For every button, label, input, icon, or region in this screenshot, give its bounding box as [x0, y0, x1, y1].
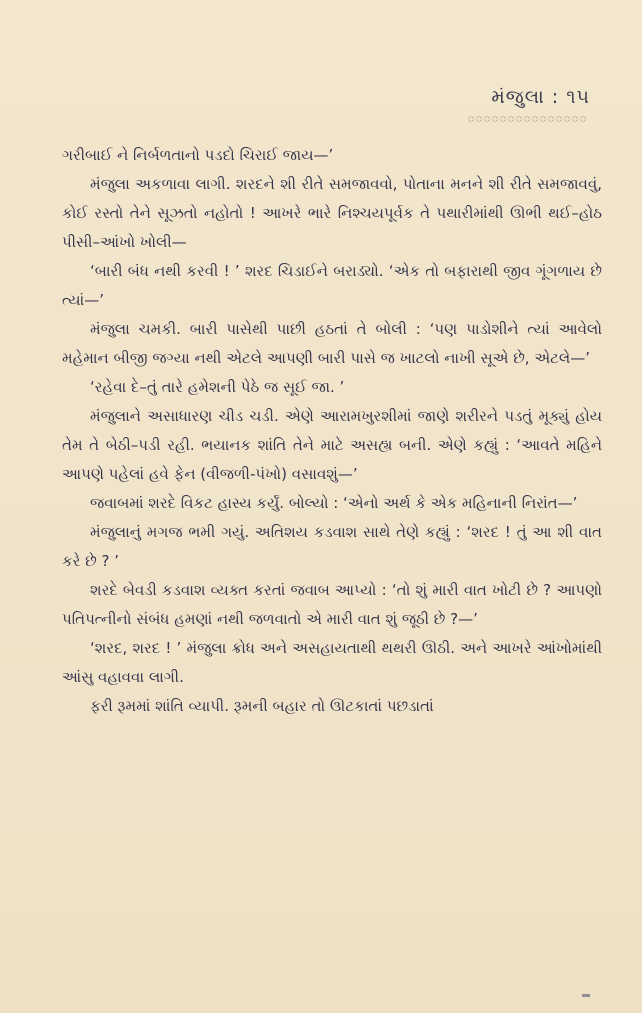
- paragraph-10: ‘શરદ, શરદ ! ’ મંજુલા ક્રોધ અને અસહાયતાથી થથરી ઊઠી. અને આખરે આંખોમાંથી આંસુ વહાવવા લાગી.: [62, 639, 602, 686]
- running-header: મંજુલા : ૧૫: [491, 86, 590, 108]
- page-edge-mark: [582, 994, 590, 997]
- paragraph-1: ગરીબાઈ ને નિર્બળતાનો પડદો ચિરાઈ જાય—’: [62, 146, 334, 164]
- paragraph-11: ફરી રૂમમાં શાંતિ વ્યાપી. રૂમની બહાર તો ઊટકાતાં પછડાતાં: [90, 697, 434, 715]
- paragraph-3: ‘બારી બંધ નથી કરવી ! ’ શરદ ચિડાઈને બરાડ્યો. ‘એક તો બફારાથી જીવ ગૂંગળાય છે ત્યાં—’: [62, 262, 602, 309]
- paragraph-5: ‘રહેવા દે–તું તારે હમેશની પેઠે જ સૂઈ જા. ’: [90, 378, 345, 396]
- paragraph-9: શરદે બેવડી કડવાશ વ્યક્ત કરતાં જવાબ આપ્યો : ‘તો શું મારી વાત ખોટી છે ? આપણો પતિપત્નીનો સંબંધ હમણાં નથી જળવાતો એ મારી વાત શું જૂઠી છે ?—’: [62, 581, 602, 628]
- body-text: [62, 141, 602, 721]
- paragraph-8: મંજુલાનું મગજ ભમી ગયું. અતિશય કડવાશ સાથે તેણે કહ્યું : ‘શરદ ! તું આ શી વાત કરે છે ? ’: [62, 523, 602, 570]
- header-ornament-rule: [468, 116, 586, 122]
- paragraph-2: મંજુલા અકળાવા લાગી. શરદને શી રીતે સમજાવવો, પોતાના મનને શી રીતે સમજાવવું, કોઈ રસ્તો તેને સૂઝતો નહોતો ! આખરે ભારે નિશ્ચયપૂર્વક તે પથારીમાંથી ઊભી થઈ–હોઠ પીસી–આંખો ખોલી—: [62, 175, 602, 251]
- paragraph-6: મંજુલાને અસાધારણ ચીડ ચડી. એણે આરામખુરશીમાં જાણે શરીરને પડતું મૂક્યું હોય તેમ તે બેઠી–પડી રહી. ભયાનક શાંતિ તેને માટે અસહ્ય બની. એણે કહ્યું : ‘આવતે મહિને આપણે પહેલાં હવે ફેન (વીજળી-પંખો) વસાવશું—’: [62, 407, 602, 483]
- paragraph-4: મંજુલા ચમકી. બારી પાસેથી પાછી હઠતાં તે બોલી : ‘પણ પાડોશીને ત્યાં આવેલો મહેમાન બીજી જગ્યા નથી એટલે આપણી બારી પાસે જ ખાટલો નાખી સૂએ છે, એટલે—’: [62, 320, 602, 367]
- paragraph-7: જવાબમાં શરદે વિકટ હાસ્ય કર્યું. બોલ્યો : ‘એનો અર્થ કે એક મહિનાની નિરાંત—’: [90, 494, 578, 512]
